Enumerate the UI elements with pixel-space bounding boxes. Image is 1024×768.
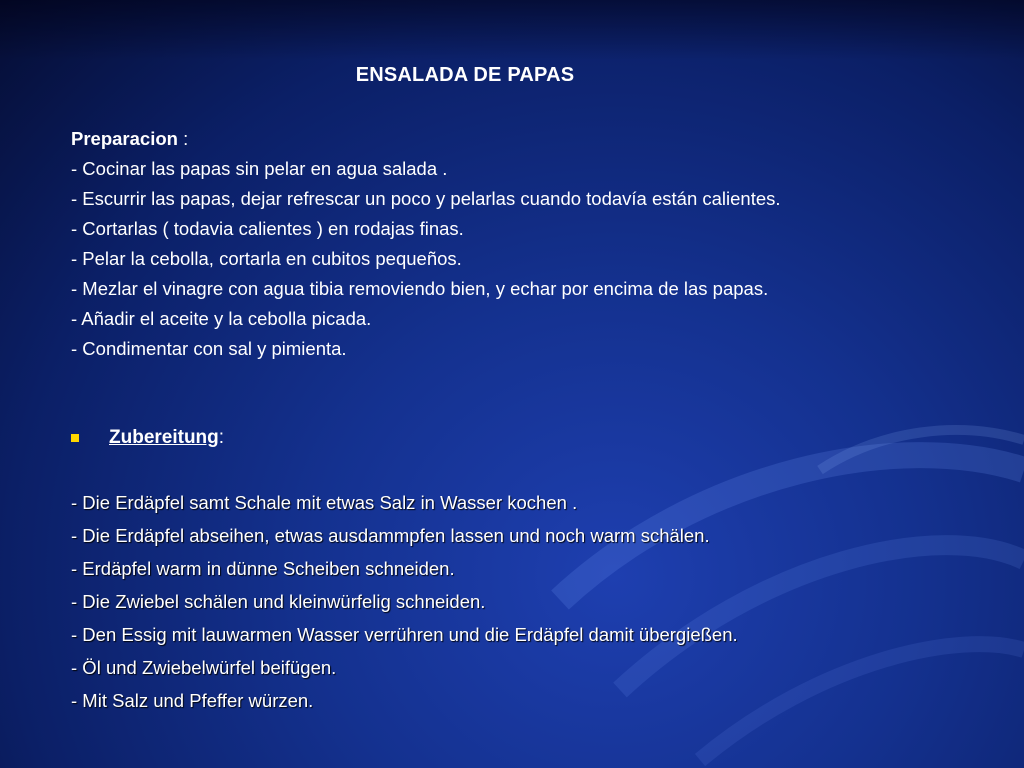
preparacion-step: - Cortarlas ( todavia calientes ) en rodajas finas. <box>71 218 464 239</box>
zubereitung-step: - Die Zwiebel schälen und kleinwürfelig schneiden. <box>71 591 486 612</box>
zubereitung-section <box>71 486 1001 717</box>
zubereitung-step: - Öl und Zwiebelwürfel beifügen. <box>71 657 337 678</box>
slide-title: ENSALADA DE PAPAS <box>355 64 575 86</box>
zubereitung-step: - Den Essig mit lauwarmen Wasser verrühren und die Erdäpfel damit übergießen. <box>71 624 738 645</box>
square-bullet-icon <box>71 434 79 442</box>
preparacion-step: - Condimentar con sal y pimienta. <box>71 338 347 359</box>
zubereitung-heading <box>71 424 224 452</box>
preparacion-step: - Cocinar las papas sin pelar en agua salada . <box>71 158 448 179</box>
preparacion-step: - Escurrir las papas, dejar refrescar un poco y pelarlas cuando todavía están calientes. <box>71 188 781 209</box>
preparacion-step: - Mezlar el vinagre con agua tibia removiendo bien, y echar por encima de las papas. <box>71 278 769 299</box>
preparacion-section <box>71 124 1001 364</box>
zubereitung-step: - Erdäpfel warm in dünne Scheiben schneiden. <box>71 558 455 579</box>
preparacion-heading-colon: : <box>177 128 189 149</box>
preparacion-heading <box>71 124 1001 154</box>
zubereitung-step: - Die Erdäpfel samt Schale mit etwas Salz in Wasser kochen . <box>71 492 578 513</box>
zubereitung-step: - Die Erdäpfel abseihen, etwas ausdammpfen lassen und noch warm schälen. <box>71 525 710 546</box>
preparacion-step: - Añadir el aceite y la cebolla picada. <box>71 308 372 329</box>
preparacion-heading-label: Preparacion <box>71 128 178 149</box>
zubereitung-step: - Mit Salz und Pfeffer würzen. <box>71 690 314 711</box>
zubereitung-heading-label: Zubereitung <box>109 427 219 448</box>
preparacion-step: - Pelar la cebolla, cortarla en cubitos pequeños. <box>71 248 462 269</box>
zubereitung-heading-colon: : <box>218 427 225 448</box>
